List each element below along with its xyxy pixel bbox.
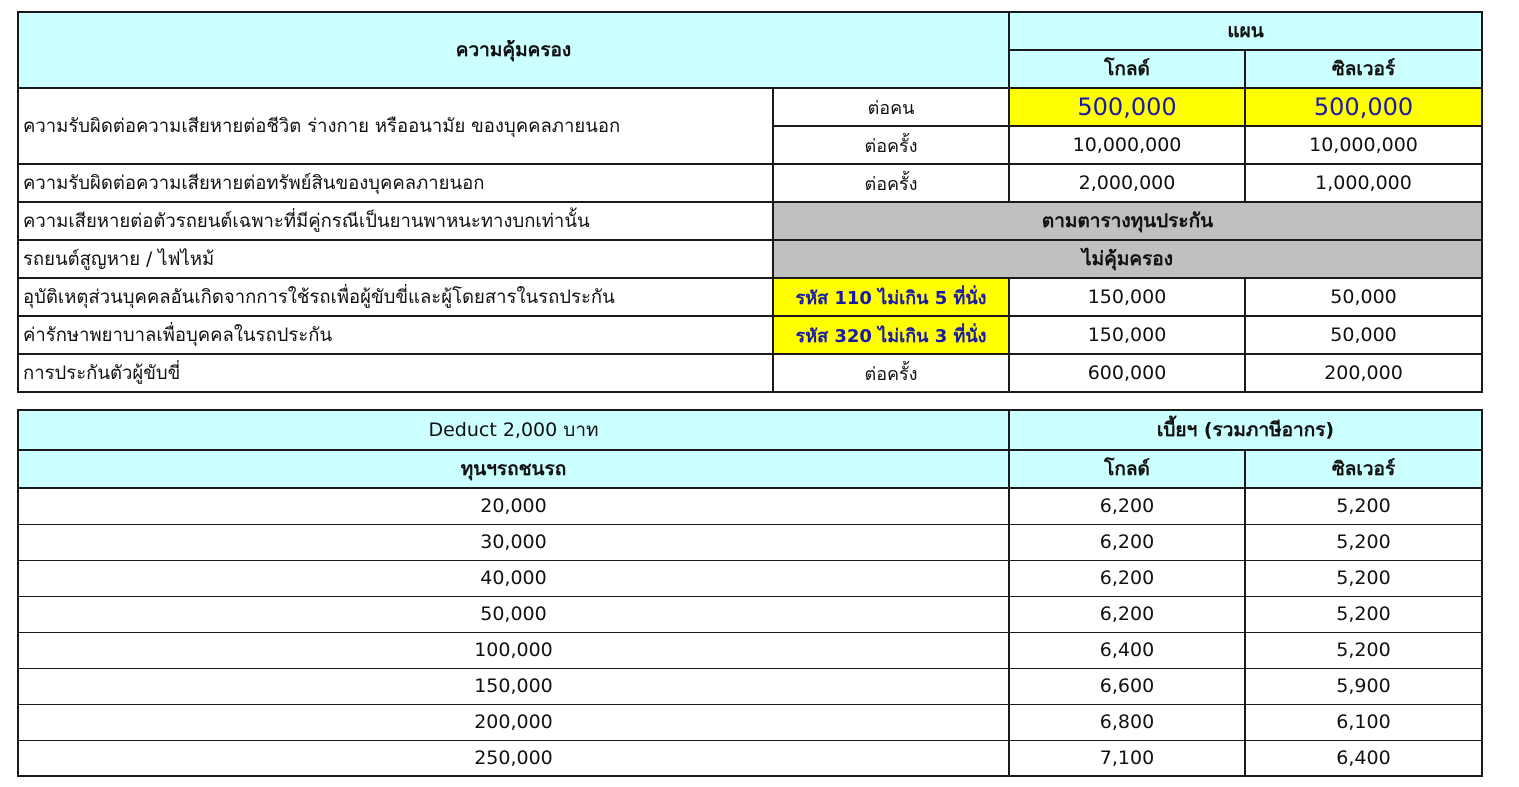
coverage-label: ความเสียหายต่อตัวรถยนต์เฉพาะที่มีคู่กรณีเป็นยานพาหนะทางบกเท่านั้น <box>18 202 773 240</box>
plan-gold-header: โกลด์ <box>1009 50 1245 88</box>
premium-gold-value: 6,400 <box>1009 632 1245 668</box>
premium-silver-value: 5,200 <box>1245 632 1482 668</box>
premium-gold-value: 6,800 <box>1009 704 1245 740</box>
premium-sum-insured: 100,000 <box>18 632 1009 668</box>
coverage-sub: ต่อครั้ง <box>773 126 1009 164</box>
premium-table <box>17 409 1483 777</box>
deduct-header: Deduct 2,000 บาท <box>18 410 1009 450</box>
premium-sum-insured: 50,000 <box>18 596 1009 632</box>
premium-silver-value: 6,100 <box>1245 704 1482 740</box>
coverage-code-badge: รหัส 110 ไม่เกิน 5 ที่นั่ง <box>773 278 1009 316</box>
coverage-label: อุบัติเหตุส่วนบุคคลอันเกิดจากการใช้รถเพื่อผู้ขับขี่และผู้โดยสารในรถประกัน <box>18 278 773 316</box>
coverage-gold-value: 150,000 <box>1009 316 1245 354</box>
coverage-gold-value: 150,000 <box>1009 278 1245 316</box>
coverage-gold-value: 2,000,000 <box>1009 164 1245 202</box>
plan-gold-header: โกลด์ <box>1009 450 1245 488</box>
coverage-code-badge: รหัส 320 ไม่เกิน 3 ที่นั่ง <box>773 316 1009 354</box>
coverage-header: ความคุ้มครอง <box>18 12 1009 88</box>
premium-gold-value: 6,200 <box>1009 560 1245 596</box>
coverage-merged-value: ไม่คุ้มครอง <box>773 240 1482 278</box>
coverage-silver-value: 500,000 <box>1245 88 1482 126</box>
coverage-sub: ต่อคน <box>773 88 1009 126</box>
premium-silver-value: 5,200 <box>1245 524 1482 560</box>
coverage-gold-value: 500,000 <box>1009 88 1245 126</box>
coverage-sub: ต่อครั้ง <box>773 164 1009 202</box>
plan-header: แผน <box>1009 12 1482 50</box>
coverage-label: ความรับผิดต่อความเสียหายต่อชีวิต ร่างกาย หรืออนามัย ของบุคคลภายนอก <box>18 88 773 164</box>
coverage-silver-value: 1,000,000 <box>1245 164 1482 202</box>
coverage-table <box>17 11 1483 393</box>
coverage-gold-value: 10,000,000 <box>1009 126 1245 164</box>
premium-sum-insured: 150,000 <box>18 668 1009 704</box>
coverage-merged-value: ตามตารางทุนประกัน <box>773 202 1482 240</box>
premium-silver-value: 5,200 <box>1245 560 1482 596</box>
coverage-label: ค่ารักษาพยาบาลเพื่อบุคคลในรถประกัน <box>18 316 773 354</box>
coverage-silver-value: 200,000 <box>1245 354 1482 392</box>
premium-silver-value: 5,900 <box>1245 668 1482 704</box>
coverage-label: การประกันตัวผู้ขับขี่ <box>18 354 773 392</box>
premium-header: เบี้ยฯ (รวมภาษีอากร) <box>1009 410 1482 450</box>
premium-gold-value: 7,100 <box>1009 740 1245 776</box>
premium-sum-insured: 200,000 <box>18 704 1009 740</box>
premium-silver-value: 5,200 <box>1245 596 1482 632</box>
coverage-sub: ต่อครั้ง <box>773 354 1009 392</box>
premium-gold-value: 6,600 <box>1009 668 1245 704</box>
premium-sum-insured: 250,000 <box>18 740 1009 776</box>
sum-insured-header: ทุนฯรถชนรถ <box>18 450 1009 488</box>
premium-gold-value: 6,200 <box>1009 488 1245 524</box>
premium-gold-value: 6,200 <box>1009 596 1245 632</box>
plan-silver-header: ซิลเวอร์ <box>1245 50 1482 88</box>
premium-sum-insured: 30,000 <box>18 524 1009 560</box>
premium-gold-value: 6,200 <box>1009 524 1245 560</box>
coverage-silver-value: 50,000 <box>1245 316 1482 354</box>
plan-silver-header: ซิลเวอร์ <box>1245 450 1482 488</box>
coverage-silver-value: 50,000 <box>1245 278 1482 316</box>
coverage-gold-value: 600,000 <box>1009 354 1245 392</box>
premium-silver-value: 6,400 <box>1245 740 1482 776</box>
coverage-label: รถยนต์สูญหาย / ไฟไหม้ <box>18 240 773 278</box>
premium-sum-insured: 40,000 <box>18 560 1009 596</box>
coverage-label: ความรับผิดต่อความเสียหายต่อทรัพย์สินของบุคคลภายนอก <box>18 164 773 202</box>
premium-silver-value: 5,200 <box>1245 488 1482 524</box>
coverage-silver-value: 10,000,000 <box>1245 126 1482 164</box>
premium-sum-insured: 20,000 <box>18 488 1009 524</box>
